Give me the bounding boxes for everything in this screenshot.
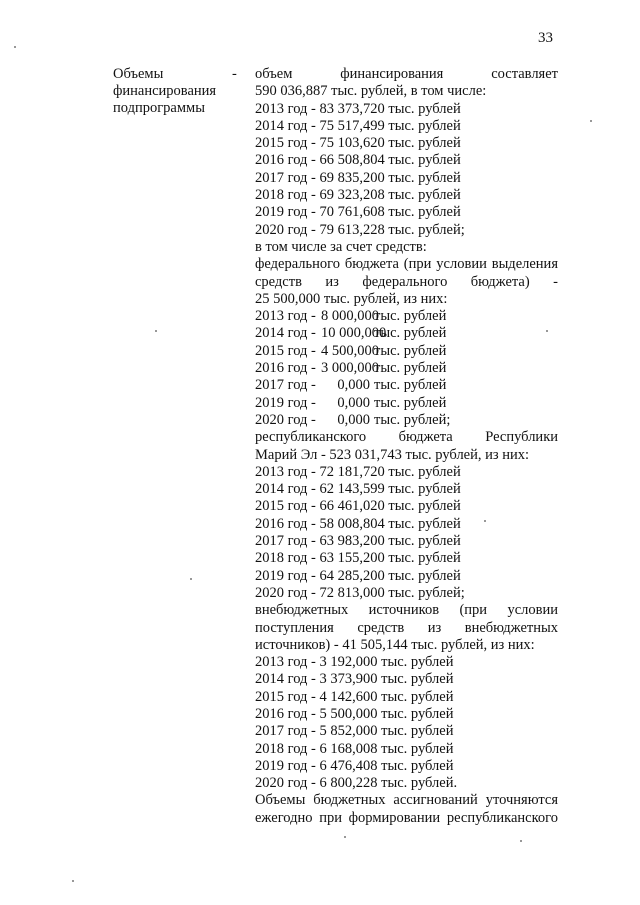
scan-speck — [190, 578, 192, 580]
year-unit: тыс. рублей — [374, 308, 447, 325]
total-year-line: 2013 год - 83 373,720 тыс. рублей — [255, 100, 461, 117]
year-unit: тыс. рублей; — [374, 411, 451, 428]
year-label: 2013 год - — [255, 308, 316, 325]
extrabudget-year-line: 2014 год - 3 373,900 тыс. рублей — [255, 671, 454, 688]
republic-year-line: 2015 год - 66 461,020 тыс. рублей — [255, 498, 461, 515]
total-year-line: 2017 год - 69 835,200 тыс. рублей — [255, 169, 461, 186]
total-year-line: 2015 год - 75 103,620 тыс. рублей — [255, 135, 461, 152]
year-unit: тыс. рублей — [374, 360, 447, 377]
scan-speck — [520, 840, 522, 842]
federal-year-row — [255, 377, 558, 394]
extrabudget-year-line: 2018 год - 6 168,008 тыс. рублей — [255, 740, 454, 757]
intro-line: объем финансирования составляет — [255, 66, 558, 82]
year-amount: 0,000 — [337, 377, 370, 394]
year-amount: 3 000,000 — [321, 360, 379, 377]
sources-intro: в том числе за счет средств: — [255, 238, 427, 255]
year-unit: тыс. рублей — [374, 342, 447, 359]
extrabudget-line: источников) - 41 505,144 тыс. рублей, из них: — [255, 636, 535, 653]
total-year-line: 2019 год - 70 761,608 тыс. рублей — [255, 204, 461, 221]
federal-year-row — [255, 325, 558, 342]
extrabudget-year-line: 2019 год - 6 476,408 тыс. рублей — [255, 757, 454, 774]
year-label: 2019 год - — [255, 394, 316, 411]
republic-year-line: 2017 год - 63 983,200 тыс. рублей — [255, 533, 461, 550]
total-year-line: 2018 год - 69 323,208 тыс. рублей — [255, 187, 461, 204]
extrabudget-year-line: 2020 год - 6 800,228 тыс. рублей. — [255, 775, 458, 792]
extrabudget-year-line: 2013 год - 3 192,000 тыс. рублей — [255, 654, 454, 671]
federal-year-row — [255, 360, 558, 377]
scan-speck — [484, 520, 486, 522]
extrabudget-line: внебюджетных источников (при условии — [255, 602, 558, 619]
scan-speck — [546, 330, 548, 332]
federal-year-row — [255, 395, 558, 412]
extrabudget-year-line: 2017 год - 5 852,000 тыс. рублей — [255, 723, 454, 740]
page-number: 33 — [538, 30, 553, 46]
total-year-line: 2016 год - 66 508,804 тыс. рублей — [255, 152, 461, 169]
scan-speck — [344, 836, 346, 838]
republic-year-line: 2019 год - 64 285,200 тыс. рублей — [255, 567, 461, 584]
scan-speck — [72, 880, 74, 882]
year-label: 2015 год - — [255, 342, 316, 359]
year-amount: 8 000,000 — [321, 308, 379, 325]
federal-year-row — [255, 343, 558, 360]
year-amount: 4 500,000 — [321, 342, 379, 359]
year-amount: 0,000 — [337, 411, 370, 428]
federal-line: средств из федерального бюджета) - — [255, 273, 558, 290]
scan-speck — [155, 330, 157, 332]
extrabudget-year-line: 2015 год - 4 142,600 тыс. рублей — [255, 688, 454, 705]
federal-line: 25 500,000 тыс. рублей, из них: — [255, 290, 448, 307]
total-year-line: 2014 год - 75 517,499 тыс. рублей — [255, 117, 461, 134]
republic-year-line: 2013 год - 72 181,720 тыс. рублей — [255, 463, 461, 480]
extrabudget-line: поступления средств из внебюджетных — [255, 619, 558, 636]
year-label: 2017 год - — [255, 377, 316, 394]
republic-line: республиканского бюджета Республики — [255, 429, 558, 446]
federal-line: федерального бюджета (при условии выделения — [255, 256, 558, 273]
year-unit: тыс. рублей — [374, 325, 447, 342]
federal-year-row — [255, 412, 558, 429]
republic-year-line: 2018 год - 63 155,200 тыс. рублей — [255, 550, 461, 567]
total-year-line: 2020 год - 79 613,228 тыс. рублей; — [255, 221, 465, 238]
label-line: Объемы — [113, 66, 164, 82]
republic-year-line: 2020 год - 72 813,000 тыс. рублей; — [255, 584, 465, 601]
label-line: финансирования — [113, 83, 217, 99]
year-label: 2014 год - — [255, 325, 316, 342]
label-line: подпрограммы — [113, 100, 205, 116]
year-amount: 10 000,000 — [321, 325, 387, 342]
republic-year-line: 2016 год - 58 008,804 тыс. рублей — [255, 515, 461, 532]
section-label — [113, 66, 233, 117]
year-unit: тыс. рублей — [374, 377, 447, 394]
funding-content — [255, 66, 558, 827]
closing-line: Объемы бюджетных ассигнований уточняются — [255, 792, 558, 809]
closing-line: ежегодно при формировании республиканского — [255, 809, 558, 826]
year-amount: 0,000 — [337, 394, 370, 411]
federal-year-row — [255, 308, 558, 325]
extrabudget-year-line: 2016 год - 5 500,000 тыс. рублей — [255, 705, 454, 722]
year-label: 2016 год - — [255, 360, 316, 377]
intro-line: 590 036,887 тыс. рублей, в том числе: — [255, 83, 487, 100]
republic-line: Марий Эл - 523 031,743 тыс. рублей, из них: — [255, 446, 530, 463]
year-label: 2020 год - — [255, 411, 316, 428]
year-unit: тыс. рублей — [374, 394, 447, 411]
label-dash: - — [232, 66, 237, 82]
republic-year-line: 2014 год - 62 143,599 тыс. рублей — [255, 481, 461, 498]
scan-speck — [14, 46, 16, 48]
scan-speck — [590, 120, 592, 122]
